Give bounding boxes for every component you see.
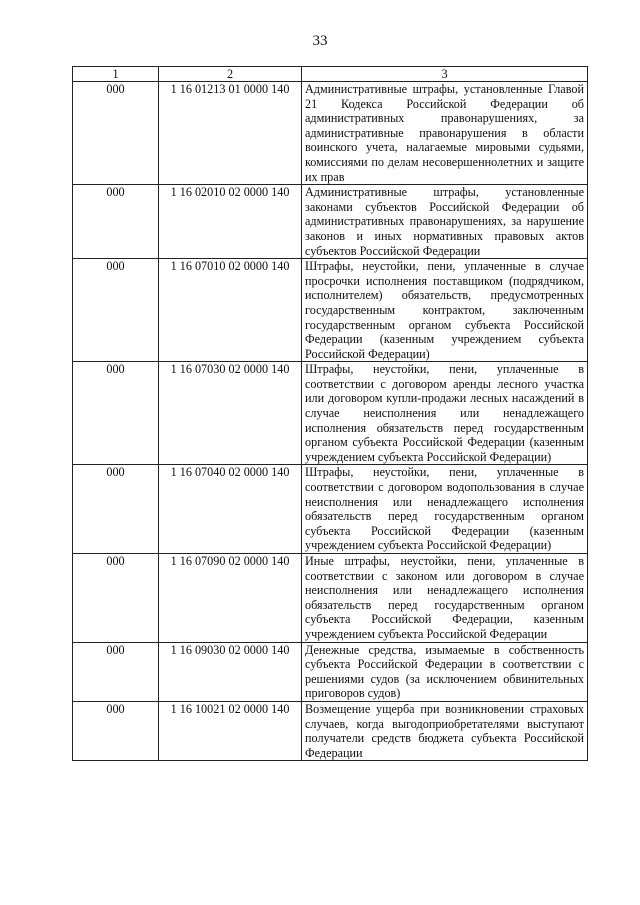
table-row — [73, 82, 588, 185]
revenue-name-cell: Возмещение ущерба при возникновении страховых случаев, когда выгодоприобретателями выступают получатели средств бюджета субъекта Российской Федерации — [302, 701, 588, 760]
revenue-name-cell: Административные штрафы, установленные Главой 21 Кодекса Российской Федерации об административных правонарушениях, за административные правонарушения в области воинского учета, налагаемые мировыми судьями, комиссиями по делам несовершеннолетних и защите их прав — [302, 82, 588, 185]
revenue-name-cell: Штрафы, неустойки, пени, уплаченные в случае просрочки исполнения поставщиком (подрядчиком, исполнителем) обязательств, предусмотренных государственным контрактом, заключенным государственным органом субъекта Российской Федерации (казенным учреждением субъекта Российской Федерации) — [302, 259, 588, 362]
table-row — [73, 642, 588, 701]
revenue-name-cell: Административные штрафы, установленные законами субъектов Российской Федерации об административных правонарушениях, за нарушение законов и иных нормативных правовых актов субъектов Российской Федерации — [302, 185, 588, 259]
kbk-cell: 1 16 07090 02 0000 140 — [159, 554, 302, 643]
table-row — [73, 185, 588, 259]
revenue-name-cell: Иные штрафы, неустойки, пени, уплаченные в соответствии с законом или договором в случае неисполнения или ненадлежащего исполнения обязательств перед государственным органом субъекта Российской Федерации, казенным учреждением субъекта Российской Федерации — [302, 554, 588, 643]
table-header-row — [73, 67, 588, 82]
column-header-3: 3 — [302, 67, 588, 82]
budget-classification-table — [72, 66, 588, 761]
kbk-cell: 1 16 10021 02 0000 140 — [159, 701, 302, 760]
kbk-cell: 1 16 02010 02 0000 140 — [159, 185, 302, 259]
table-row — [73, 259, 588, 362]
kbk-cell: 1 16 01213 01 0000 140 — [159, 82, 302, 185]
admin-code-cell: 000 — [73, 259, 159, 362]
kbk-cell: 1 16 07010 02 0000 140 — [159, 259, 302, 362]
kbk-cell: 1 16 09030 02 0000 140 — [159, 642, 302, 701]
revenue-name-cell: Штрафы, неустойки, пени, уплаченные в соответствии с договором водопользования в случае неисполнения или ненадлежащего исполнения обязательств перед государственным органом субъекта Российской Федерации (казенным учреждением субъекта Российской Федерации) — [302, 465, 588, 554]
admin-code-cell: 000 — [73, 701, 159, 760]
table-row — [73, 554, 588, 643]
kbk-cell: 1 16 07030 02 0000 140 — [159, 362, 302, 465]
admin-code-cell: 000 — [73, 362, 159, 465]
table-row — [73, 362, 588, 465]
revenue-name-cell: Штрафы, неустойки, пени, уплаченные в соответствии с договором аренды лесного участка или договором купли-продажи лесных насаждений в случае неисполнения или ненадлежащего исполнения обязательств перед государственным органом субъекта Российской Федерации (казенным учреждением субъекта Российской Федерации) — [302, 362, 588, 465]
table-row — [73, 465, 588, 554]
column-header-2: 2 — [159, 67, 302, 82]
revenue-name-cell: Денежные средства, изымаемые в собственность субъекта Российской Федерации в соответствии с решениями судов (за исключением обвинительных приговоров судов) — [302, 642, 588, 701]
admin-code-cell: 000 — [73, 642, 159, 701]
column-header-1: 1 — [73, 67, 159, 82]
page-number: 33 — [312, 33, 328, 49]
admin-code-cell: 000 — [73, 554, 159, 643]
table-row — [73, 701, 588, 760]
admin-code-cell: 000 — [73, 465, 159, 554]
admin-code-cell: 000 — [73, 185, 159, 259]
admin-code-cell: 000 — [73, 82, 159, 185]
kbk-cell: 1 16 07040 02 0000 140 — [159, 465, 302, 554]
